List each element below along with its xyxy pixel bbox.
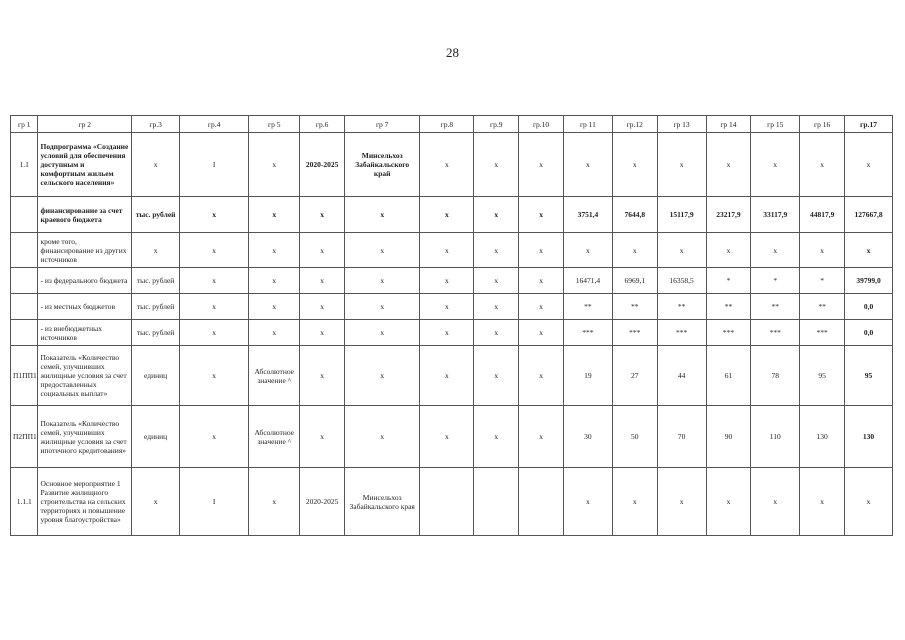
table-cell: 50 xyxy=(612,406,657,468)
table-cell: х xyxy=(300,346,345,406)
column-header: гр 14 xyxy=(706,116,751,133)
table-cell: Подпрограмма «Создание условий для обеспечения доступным и комфортным жильем сельского населения» xyxy=(38,133,132,197)
table-cell: * xyxy=(706,268,751,294)
table-cell: х xyxy=(420,233,474,268)
table-cell: ** xyxy=(751,294,800,320)
table-cell: х xyxy=(751,133,800,197)
column-header: гр 5 xyxy=(249,116,300,133)
table-cell: х xyxy=(474,133,519,197)
table-cell: 39799,0 xyxy=(845,268,893,294)
table-cell: единиц xyxy=(132,406,180,468)
table-cell: 61 xyxy=(706,346,751,406)
table-cell: ** xyxy=(657,294,706,320)
table-cell: П1ПП1 xyxy=(11,346,38,406)
header-row xyxy=(11,116,893,133)
table-cell: х xyxy=(345,406,420,468)
table-cell: 44 xyxy=(657,346,706,406)
table-cell: х xyxy=(345,233,420,268)
column-header: гр.17 xyxy=(845,116,893,133)
table-cell: х xyxy=(800,133,845,197)
table-cell: х xyxy=(420,197,474,233)
table-cell: 16358,5 xyxy=(657,268,706,294)
table-cell: финансирование за счет краевого бюджета xyxy=(38,197,132,233)
table-cell: х xyxy=(345,346,420,406)
table-cell: 1.1 xyxy=(11,133,38,197)
table-cell: *** xyxy=(563,320,612,346)
table-cell: х xyxy=(345,268,420,294)
table-cell: х xyxy=(474,406,519,468)
table-cell: х xyxy=(249,268,300,294)
table-cell: х xyxy=(180,406,249,468)
table-cell: х xyxy=(300,294,345,320)
table-row xyxy=(11,406,893,468)
table-cell: х xyxy=(300,406,345,468)
table-cell: х xyxy=(474,294,519,320)
table-cell: х xyxy=(474,197,519,233)
table-cell: х xyxy=(180,320,249,346)
table-cell xyxy=(11,197,38,233)
table-cell: х xyxy=(519,233,564,268)
table-cell: 95 xyxy=(800,346,845,406)
column-header: гр.3 xyxy=(132,116,180,133)
table-cell: 30 xyxy=(563,406,612,468)
column-header: гр.8 xyxy=(420,116,474,133)
table-cell: х xyxy=(519,320,564,346)
table-cell: х xyxy=(519,133,564,197)
column-header: гр.6 xyxy=(300,116,345,133)
table-cell: 15117,9 xyxy=(657,197,706,233)
table-cell: тыс. рублей xyxy=(132,320,180,346)
table-cell: ** xyxy=(563,294,612,320)
table-cell: х xyxy=(657,133,706,197)
table-cell: 78 xyxy=(751,346,800,406)
table-cell: х xyxy=(345,294,420,320)
table-cell: х xyxy=(519,268,564,294)
table-cell: 0,0 xyxy=(845,320,893,346)
table-cell: Абсолютное значение ^ xyxy=(249,406,300,468)
table-cell: х xyxy=(519,197,564,233)
table-cell: х xyxy=(132,468,180,536)
table-row xyxy=(11,233,893,268)
table-cell: х xyxy=(706,468,751,536)
table-cell: П2ПП1 xyxy=(11,406,38,468)
table-cell xyxy=(474,468,519,536)
table-cell xyxy=(11,294,38,320)
column-header: гр 1 xyxy=(11,116,38,133)
table-cell: х xyxy=(519,294,564,320)
table-cell: х xyxy=(132,233,180,268)
column-header: гр 13 xyxy=(657,116,706,133)
table-cell: х xyxy=(300,320,345,346)
table-cell: *** xyxy=(612,320,657,346)
table-row xyxy=(11,320,893,346)
table-cell: тыс. рублей xyxy=(132,268,180,294)
table-cell: 16471,4 xyxy=(563,268,612,294)
table-cell: х xyxy=(420,294,474,320)
column-header: гр.9 xyxy=(474,116,519,133)
table-cell: х xyxy=(845,133,893,197)
table-cell: 33117,9 xyxy=(751,197,800,233)
table-cell: х xyxy=(519,406,564,468)
table-row xyxy=(11,294,893,320)
table-cell xyxy=(519,468,564,536)
table-cell: - из местных бюджетов xyxy=(38,294,132,320)
column-header: гр 7 xyxy=(345,116,420,133)
table-cell xyxy=(11,268,38,294)
table-cell: х xyxy=(249,320,300,346)
table-cell: I xyxy=(180,133,249,197)
table-row xyxy=(11,133,893,197)
table-cell: *** xyxy=(706,320,751,346)
table-cell: х xyxy=(800,233,845,268)
table-cell: х xyxy=(420,133,474,197)
table-cell: х xyxy=(420,320,474,346)
table-cell: х xyxy=(612,133,657,197)
table-cell: х xyxy=(180,346,249,406)
table-cell: 90 xyxy=(706,406,751,468)
table-cell: *** xyxy=(800,320,845,346)
table-cell: х xyxy=(706,133,751,197)
table-cell: х xyxy=(300,268,345,294)
table-cell: х xyxy=(563,233,612,268)
table-cell: х xyxy=(474,320,519,346)
table-cell: х xyxy=(420,406,474,468)
table-row xyxy=(11,197,893,233)
table-cell: х xyxy=(249,468,300,536)
table-cell: 130 xyxy=(800,406,845,468)
table-cell: 2020-2025 xyxy=(300,133,345,197)
table-cell: 19 xyxy=(563,346,612,406)
table-cell: х xyxy=(474,268,519,294)
table-cell: * xyxy=(800,268,845,294)
table-cell: х xyxy=(612,468,657,536)
table-cell: х xyxy=(249,233,300,268)
table-cell: Основное мероприятие 1 Развитие жилищного строительства на сельских территориях и повышение уровня благоустройства» xyxy=(38,468,132,536)
column-header: гр.10 xyxy=(519,116,564,133)
table-cell: 0,0 xyxy=(845,294,893,320)
table-cell: х xyxy=(132,133,180,197)
table-cell: тыс. рублей xyxy=(132,294,180,320)
table-cell: единиц xyxy=(132,346,180,406)
column-header: гр 15 xyxy=(751,116,800,133)
table-cell: х xyxy=(345,320,420,346)
table-cell: х xyxy=(751,468,800,536)
column-header: гр 2 xyxy=(38,116,132,133)
table-cell: х xyxy=(657,233,706,268)
table-cell: х xyxy=(519,346,564,406)
table-cell: 70 xyxy=(657,406,706,468)
table-cell: Минсельхоз Забайкальского край xyxy=(345,133,420,197)
table-cell: 23217,9 xyxy=(706,197,751,233)
table-cell: х xyxy=(563,133,612,197)
table-cell: 130 xyxy=(845,406,893,468)
table-cell: х xyxy=(706,233,751,268)
table-cell: - из внебюджетных источников xyxy=(38,320,132,346)
table-cell: х xyxy=(657,468,706,536)
table-cell: кроме того, финансирование из других источников xyxy=(38,233,132,268)
table-cell: *** xyxy=(751,320,800,346)
table-row xyxy=(11,346,893,406)
table-cell: х xyxy=(180,268,249,294)
table-cell: х xyxy=(249,133,300,197)
table-cell: ** xyxy=(706,294,751,320)
table-cell: 2020-2025 xyxy=(300,468,345,536)
table-cell: х xyxy=(474,346,519,406)
table-cell: х xyxy=(249,197,300,233)
table-cell: ** xyxy=(800,294,845,320)
column-header: гр 11 xyxy=(563,116,612,133)
table-cell: х xyxy=(474,233,519,268)
table-cell: х xyxy=(300,197,345,233)
data-table xyxy=(10,115,893,536)
page-number: 28 xyxy=(446,45,459,60)
column-header: гр.4 xyxy=(180,116,249,133)
table-cell: Абсолютное значение ^ xyxy=(249,346,300,406)
table-cell: х xyxy=(300,233,345,268)
table-cell: 3751,4 xyxy=(563,197,612,233)
table-cell: Показатель «Количество семей, улучшивших жилищные условия за счет ипотечного кредитования» xyxy=(38,406,132,468)
table-cell xyxy=(11,233,38,268)
table-cell: 1.1.1 xyxy=(11,468,38,536)
table-cell: I xyxy=(180,468,249,536)
table-cell: 127667,8 xyxy=(845,197,893,233)
table-cell: х xyxy=(180,294,249,320)
table-cell: *** xyxy=(657,320,706,346)
table-cell: 110 xyxy=(751,406,800,468)
table-cell: х xyxy=(180,197,249,233)
table-cell: 7644,8 xyxy=(612,197,657,233)
table-cell: * xyxy=(751,268,800,294)
table-cell: тыс. рублей xyxy=(132,197,180,233)
table-cell: х xyxy=(751,233,800,268)
table-cell: ** xyxy=(612,294,657,320)
table-row xyxy=(11,468,893,536)
table-cell: х xyxy=(249,294,300,320)
column-header: гр.12 xyxy=(612,116,657,133)
table-cell: х xyxy=(563,468,612,536)
table-cell: х xyxy=(420,268,474,294)
table-cell xyxy=(420,468,474,536)
table-cell: х xyxy=(800,468,845,536)
table-cell: 6969,1 xyxy=(612,268,657,294)
table-cell: 95 xyxy=(845,346,893,406)
table-row xyxy=(11,268,893,294)
table-cell: - из федерального бюджета xyxy=(38,268,132,294)
table-cell: х xyxy=(612,233,657,268)
table-cell: х xyxy=(845,468,893,536)
column-header: гр 16 xyxy=(800,116,845,133)
table-cell: 44817,9 xyxy=(800,197,845,233)
table-cell: х xyxy=(420,346,474,406)
table-cell: Минсельхоз Забайкальского края xyxy=(345,468,420,536)
table-cell: 27 xyxy=(612,346,657,406)
table-cell: х xyxy=(845,233,893,268)
table-cell: х xyxy=(180,233,249,268)
table-cell xyxy=(11,320,38,346)
table-cell: х xyxy=(345,197,420,233)
table-cell: Показатель «Количество семей, улучшивших жилищные условия за счет предоставленных социальных выплат» xyxy=(38,346,132,406)
